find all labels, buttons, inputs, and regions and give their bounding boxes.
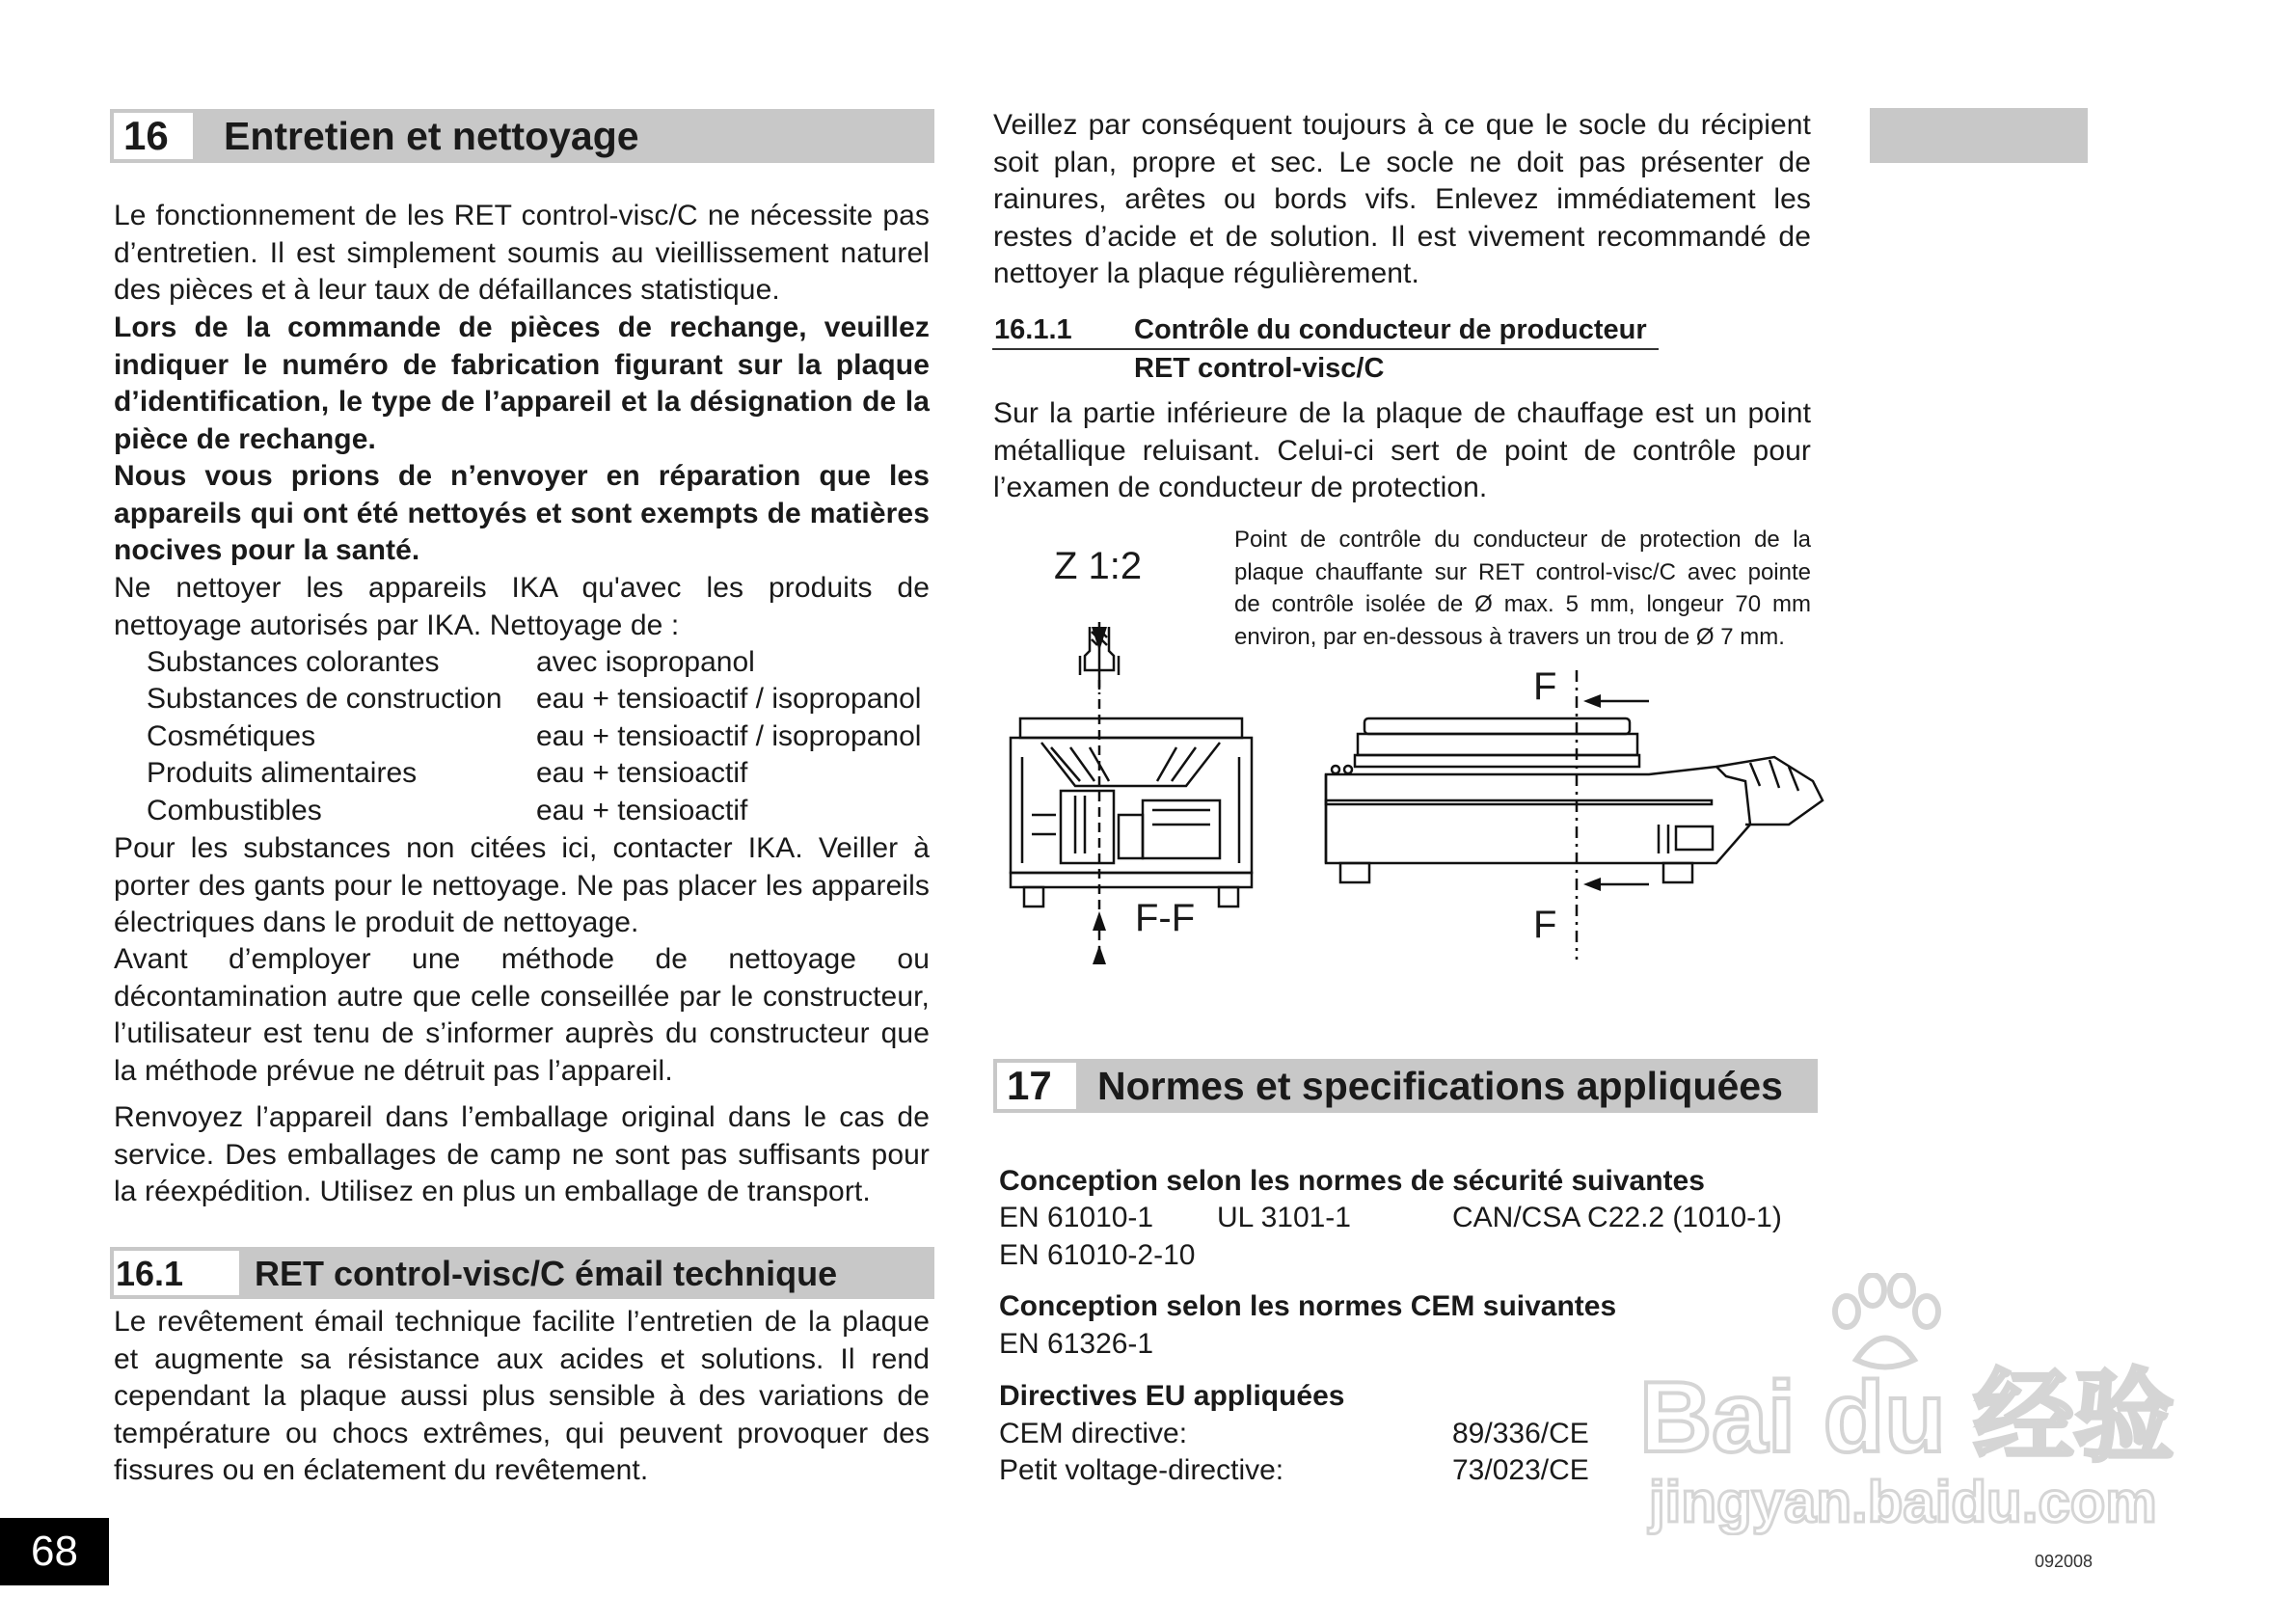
table-row: [536, 755, 747, 793]
eu-directives-heading: Directives EU appliquées: [999, 1380, 1345, 1412]
substance-cell: Produits alimentaires: [147, 757, 418, 789]
standard-cell: EN 61010-1: [999, 1202, 1154, 1233]
table-row: [536, 718, 921, 756]
section-17-header: [993, 1059, 1818, 1113]
cross-section-drawing: [1011, 699, 1252, 960]
agent-cell: avec isopropanol: [536, 646, 755, 678]
section-title: Normes et specifications appliquées: [1097, 1064, 1783, 1108]
watermark-text: Bai du 经验: [1639, 1362, 2174, 1474]
section-16-header: [110, 109, 934, 163]
arrow-up-icon: [1093, 945, 1106, 964]
substance-cell: Cosmétiques: [147, 720, 316, 752]
table-row: [147, 755, 417, 793]
paragraph: Le revêtement émail technique facilite l’entretien de la plaque et augmente sa résistance aux acides et solutions. Il rend cependant la plaque aussi plus sensible à des variations de température ou chocs extrêmes, qui peuvent provoquer des fissures ou en éclatement du revêtement.: [114, 1306, 930, 1486]
table-row: [536, 681, 921, 718]
cut-label-top: F: [1533, 665, 1557, 708]
table-row: [147, 681, 502, 718]
table-row: [147, 718, 315, 756]
directive-value: 73/023/CE: [1452, 1454, 1589, 1486]
figure-caption: Point de contrôle du conducteur de protection de la plaque chauffante sur RET control-visc/C avec pointe de contrôle isolée de Ø max. 5 mm, longeur 70 mm environ, par en-dessous à travers un trou de Ø 7 mm.: [1234, 527, 1811, 650]
subsection-title-line2: RET control-visc/C: [1134, 353, 1385, 384]
paragraph: Pour les substances non citées ici, contacter IKA. Veiller à porter des gants pour le nettoyage. Ne pas placer les appareils électriques dans le produit de nettoyage.: [114, 832, 930, 938]
paragraph: Sur la partie inférieure de la plaque de chauffage est un point métallique reluisant. Celui-ci sert de point de contrôle pour l’examen de conducteur de protection.: [993, 397, 1811, 503]
watermark: [1639, 1273, 2179, 1553]
section-label: F-F: [1135, 897, 1196, 939]
cut-label-bottom: F: [1533, 904, 1557, 946]
arrow-left-icon: [1583, 878, 1601, 891]
subsection-number: 16.1.1: [994, 314, 1072, 345]
emc-standards-heading: Conception selon les normes CEM suivantes: [999, 1290, 1617, 1322]
paragraph: Ne nettoyer les appareils IKA qu'avec les produits de nettoyage autorisés par IKA. Nettoyage de :: [114, 572, 930, 641]
tab-marker: [1870, 108, 2088, 163]
agent-cell: eau + tensioactif: [536, 795, 748, 826]
directive-value: 89/336/CE: [1452, 1418, 1589, 1449]
paragraph: Le fonctionnement de les RET control-visc/C ne nécessite pas d’entretien. Il est simplement soumis au vieillissement naturel des pièces et à leur taux de défaillances statistique.: [114, 200, 930, 306]
standard-cell: EN 61326-1: [999, 1328, 1154, 1360]
arrow-up-icon: [1093, 911, 1106, 931]
paragraph: Veillez par conséquent toujours à ce que le socle du récipient soit plan, propre et sec. Le socle ne doit pas présenter de rainures, arêtes ou bords vifs. Enlevez immédiatement les restes d’acide et de solution. Il est vivement recommandé de nettoyer la plaque régulièrement.: [993, 109, 1811, 289]
substance-cell: Substances de construction: [147, 683, 502, 715]
directive-name: Petit voltage-directive:: [999, 1454, 1284, 1486]
safety-standards-heading: Conception selon les normes de sécurité suivantes: [999, 1165, 1705, 1197]
section-number: 16.1: [116, 1254, 184, 1293]
section-number: 16: [123, 113, 169, 158]
section-number: 17: [1007, 1063, 1052, 1108]
page-number: 68: [0, 1518, 109, 1585]
paragraph: Avant d’employer une méthode de nettoyage ou décontamination autre que celle conseillée par le constructeur, l’utilisateur est tenu de s’informer auprès du constructeur que la méthode prévue ne détruit pas l’appareil.: [114, 943, 930, 1087]
agent-cell: eau + tensioactif / isopropanol: [536, 720, 922, 752]
standard-cell: UL 3101-1: [1217, 1202, 1351, 1233]
section-16-1-header: [110, 1247, 934, 1299]
table-row: [536, 644, 755, 682]
standard-cell: CAN/CSA C22.2 (1010-1): [1452, 1202, 1782, 1233]
subsection-title: Contrôle du conducteur de producteur: [1134, 314, 1647, 345]
agent-cell: eau + tensioactif: [536, 757, 748, 789]
section-title: Entretien et nettoyage: [224, 114, 639, 158]
directive-name: CEM directive:: [999, 1418, 1188, 1449]
agent-cell: eau + tensioactif / isopropanol: [536, 683, 922, 715]
substance-cell: Combustibles: [147, 795, 322, 826]
arrow-down-icon: [1092, 627, 1107, 651]
technical-drawing: [984, 535, 1832, 979]
side-view-drawing: [1326, 670, 1823, 960]
table-row: [147, 644, 440, 682]
paragraph-bold: Nous vous prions de n’envoyer en réparation que les appareils qui ont été nettoyés et sont exempts de matières nocives pour la santé.: [114, 460, 930, 566]
document-code: 092008: [2035, 1552, 2093, 1571]
table-row: [536, 793, 747, 830]
paragraph-bold: Lors de la commande de pièces de rechange, veuillez indiquer le numéro de fabrication figurant sur la plaque d’identification, le type de l’appareil et la désignation de la pièce de rechange.: [114, 311, 930, 455]
arrow-left-icon: [1583, 694, 1601, 708]
substance-cell: Substances colorantes: [147, 646, 440, 678]
table-row: [147, 793, 322, 830]
section-title: RET control-visc/C émail technique: [255, 1254, 838, 1293]
watermark-url: jingyan.baidu.com: [1649, 1470, 2157, 1534]
paragraph: Renvoyez l’appareil dans l’emballage original dans le cas de service. Des emballages de camp ne sont pas suffisants pour la réexpédition. Utilisez en plus un emballage de transport.: [114, 1101, 930, 1207]
zoom-label: Z 1:2: [1054, 545, 1143, 587]
standard-cell: EN 61010-2-10: [999, 1239, 1196, 1271]
